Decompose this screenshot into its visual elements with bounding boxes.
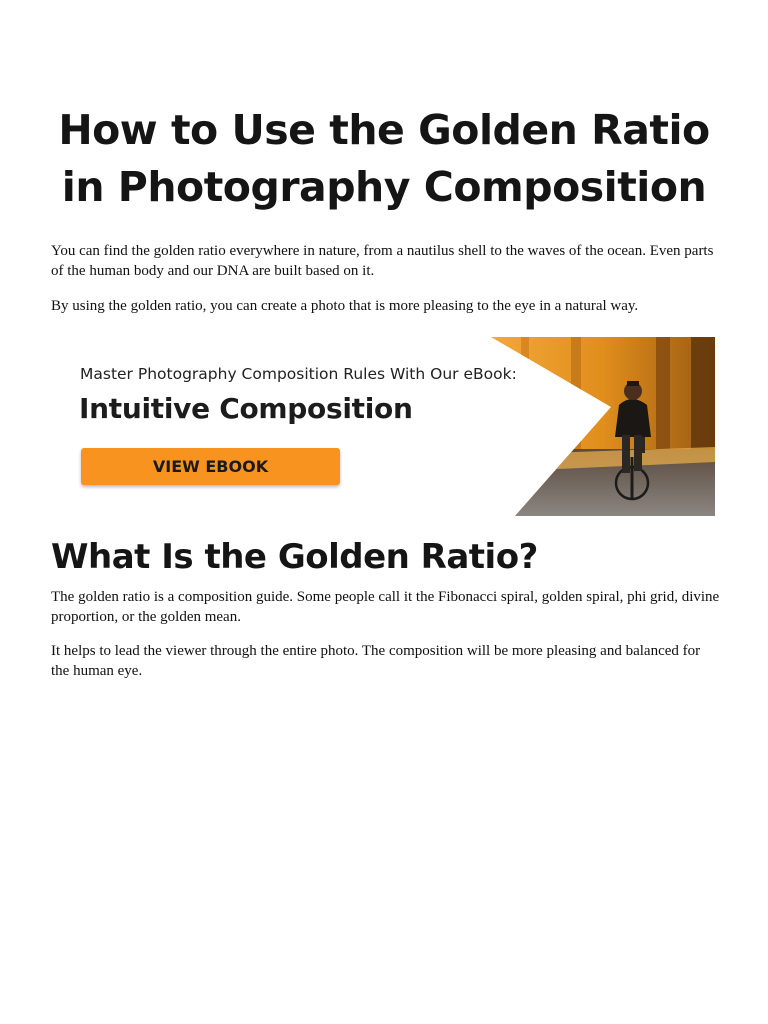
intro-paragraph: By using the golden ratio, you can create a photo that is more pleasing to the eye in a natural way. — [51, 298, 639, 314]
page-title: How to Use the Golden Ratio in Photography Composition — [58, 106, 710, 211]
view-ebook-button[interactable]: VIEW EBOOK — [81, 448, 340, 485]
banner-subtitle: Master Photography Composition Rules With Our eBook: — [80, 365, 517, 383]
banner-title: Intuitive Composition — [79, 392, 413, 425]
intro-paragraph: You can find the golden ratio everywhere in nature, from a nautilus shell to the waves of the ocean. Even parts of the human body and our DNA are built based on it. — [51, 243, 714, 279]
ebook-banner[interactable] — [51, 337, 715, 516]
section-paragraph: The golden ratio is a composition guide. Some people call it the Fibonacci spiral, golden spiral, phi grid, divine proportion, or the golden mean. — [51, 589, 720, 625]
section-paragraph: It helps to lead the viewer through the entire photo. The composition will be more pleasing and balanced for the human eye. — [51, 643, 701, 679]
cyclist-photo — [491, 337, 715, 516]
section-heading: What Is the Golden Ratio? — [51, 537, 538, 577]
